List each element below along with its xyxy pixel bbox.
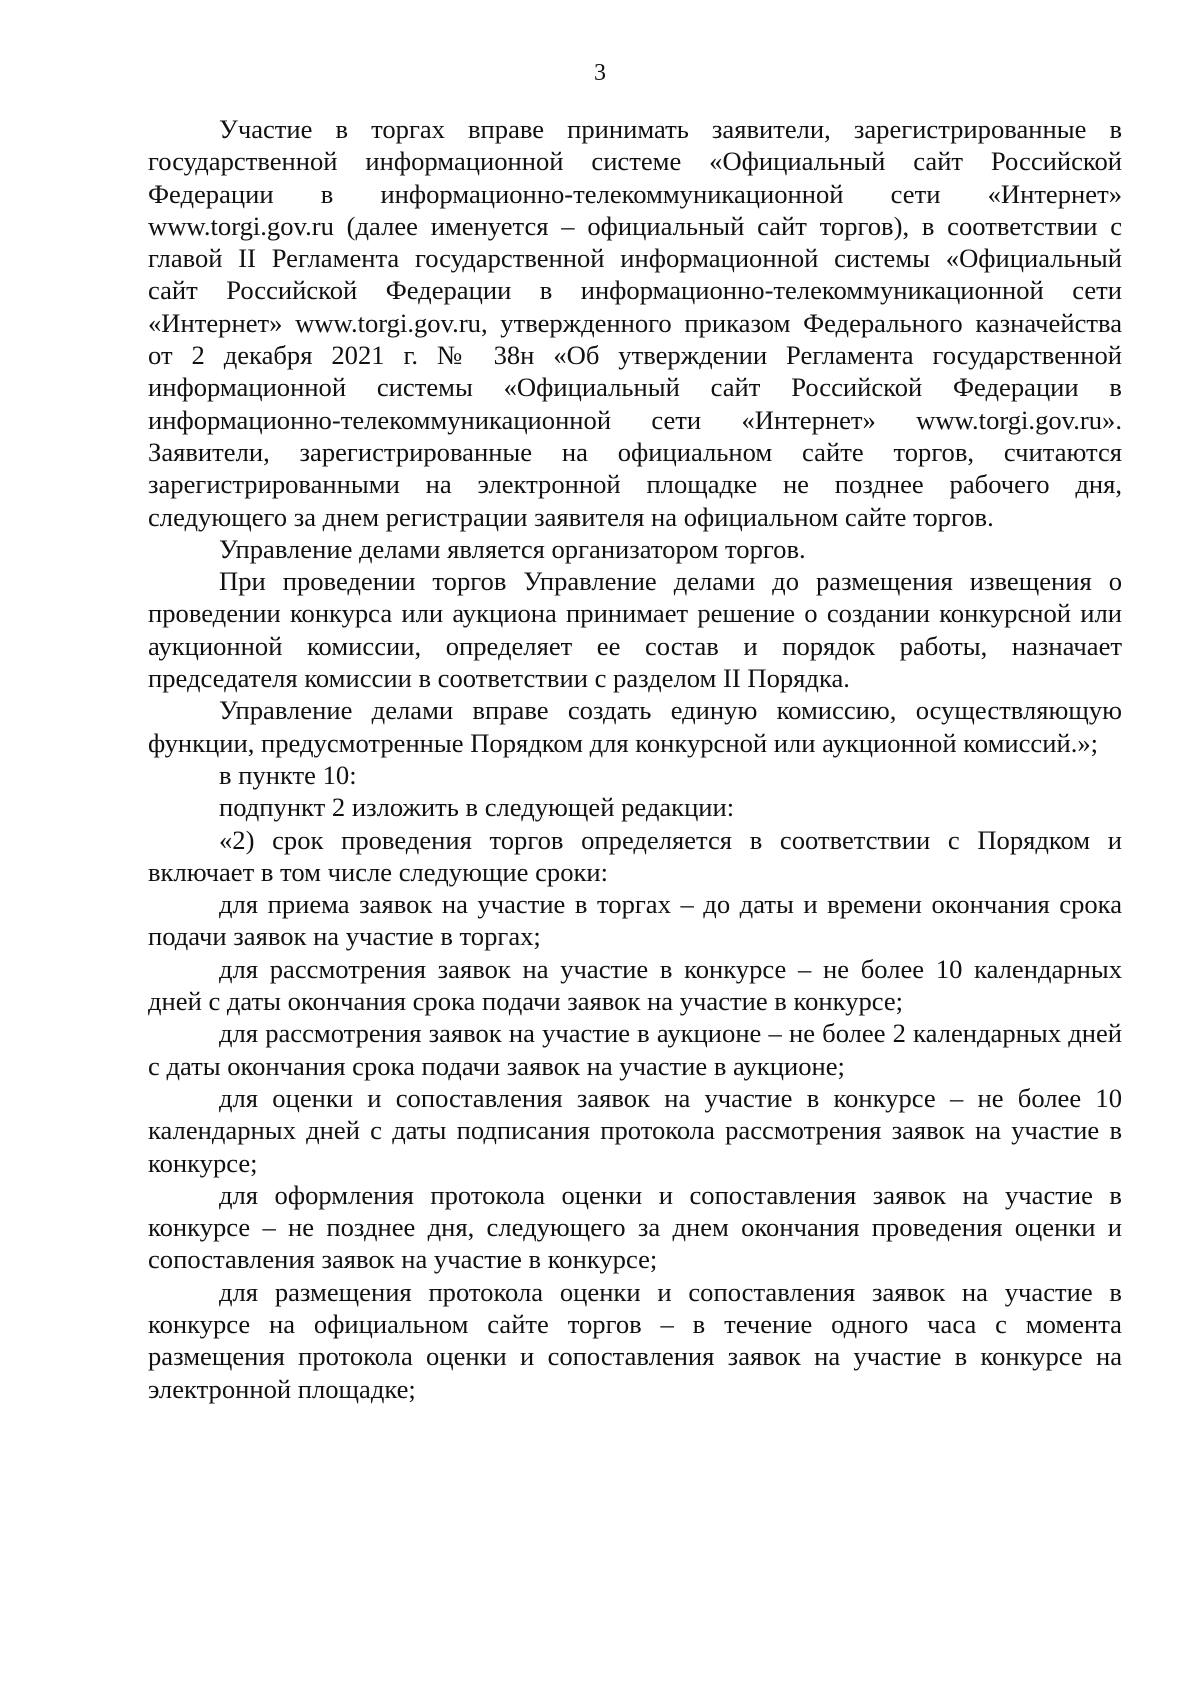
paragraph-participation: Участие в торгах вправе принимать заявители, зарегистрированные в государственной информационной системе «Официальный сайт Российской Федерации в информационно-телекоммуникационной сети «Интернет» www.torgi.gov.ru (далее именуется – официальный сайт торгов), в соответствии с главой II Регламента государственной информационной системы «Официальный сайт Российской Федерации в информационно-телекоммуникационной сети «Интернет» www.torgi.gov.ru, утвержденного приказом Федерального казначейства от 2 декабря 2021 г. № 38н «Об утверждении Регламента государственной информационной системы «Официальный сайт Российской Федерации в информационно-телекоммуникационной сети «Интернет» www.torgi.gov.ru». Заявители, зарегистрированные на официальном сайте торгов, считаются зарегистрированными на электронной площадке не позднее рабочего дня, следующего за днем регистрации заявителя на официальном сайте торгов. [148,114,1122,532]
paragraph-terms-intro: «2) срок проведения торгов определяется в соответствии с Порядком и включает в том числе следующие сроки: [148,824,1122,887]
paragraph-term-protocol: для оформления протокола оценки и сопоставления заявок на участие в конкурсе – не позднее дня, следующего за днем окончания проведения оценки и сопоставления заявок на участие в конкурсе; [148,1179,1122,1275]
paragraph-single-commission: Управление делами вправе создать единую комиссию, осуществляющую функции, предусмотренные Порядком для конкурсной или аукционной комиссий.»; [148,695,1122,758]
paragraph-organizer: Управление делами является организатором торгов. [219,533,806,564]
paragraph-commission-creation: При проведении торгов Управление делами до размещения извещения о проведении конкурса или аукциона принимает решение о создании конкурсной или аукционной комиссии, определяет ее состав и порядок работы, назначает председателя комиссии в соответствии с разделом II Порядка. [148,566,1122,694]
paragraph-term-applications: для приема заявок на участие в торгах – до даты и времени окончания срока подачи заявок на участие в торгах; [148,889,1122,952]
paragraph-term-contest-review: для рассмотрения заявок на участие в конкурсе – не более 10 календарных дней с даты окончания срока подачи заявок на участие в конкурсе; [148,953,1122,1017]
paragraph-subclause-2: подпункт 2 изложить в следующей редакции: [219,792,735,823]
paragraph-term-auction-review: для рассмотрения заявок на участие в аукционе – не более 2 календарных дней с даты окончания срока подачи заявок на участие в аукционе; [148,1018,1122,1081]
paragraph-clause-10: в пункте 10: [219,759,357,790]
paragraph-term-evaluation: для оценки и сопоставления заявок на участие в конкурсе – не более 10 календарных дней с даты подписания протокола рассмотрения заявок на участие в конкурсе; [148,1082,1122,1178]
paragraph-term-publication: для размещения протокола оценки и сопоставления заявок на участие в конкурсе на официальном сайте торгов – в течение одного часа с момента размещения протокола оценки и сопоставления заявок на участие в конкурсе на электронной площадке; [148,1276,1122,1404]
page-number: 3 [594,60,606,86]
document-body [148,113,1122,1405]
